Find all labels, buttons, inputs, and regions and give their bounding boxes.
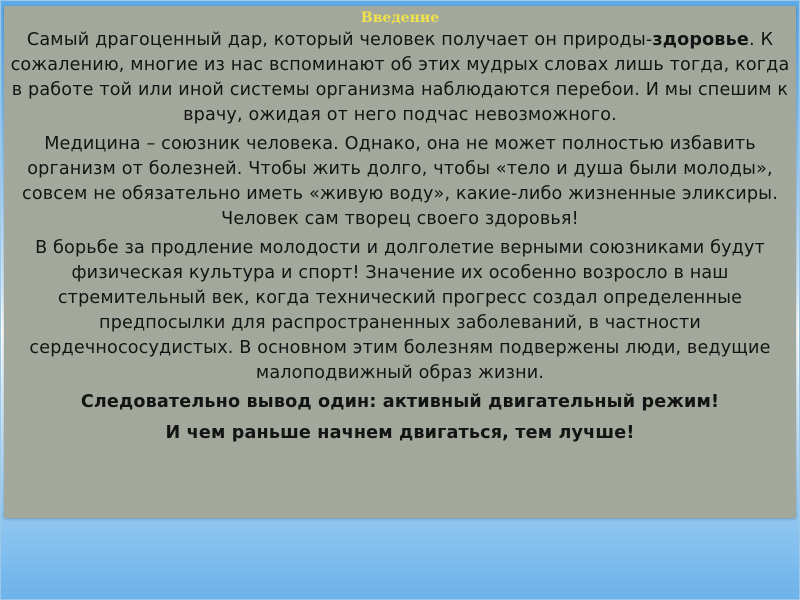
slide-title: Введение — [360, 10, 440, 26]
text-panel — [4, 6, 796, 518]
conclusion-line-2: И чем раньше начнем двигаться, тем лучше! — [165, 423, 635, 443]
paragraph-intro-bold: здоровье — [652, 30, 749, 50]
paragraph-intro-part1: Самый драгоценный дар, который человек получает он природы- — [26, 30, 653, 50]
paragraph-intro-part2: . К сожалению, многие из нас вспоминают об этих мудрых словах лишь тогда, когда в работе той или иной системы организма наблюдаются перебои. И мы спешим к врачу, ожидая от него подчас невозможного. — [10, 30, 790, 125]
paragraph-medicine: Медицина – союзник человека. Однако, она не может полностью избавить организм от болезней. Чтобы жить долго, чтобы «тело и душа были молоды», совсем не обязательно иметь «живую воду», какие-либо жизненные эликсиры. Человек сам творец своего здоровья! — [22, 134, 778, 229]
paragraph-sport: В борьбе за продление молодости и долголетие верными союзниками будут физическая культура и спорт! Значение их особенно возросло в наш стремительный век, когда технический прогресс создал определенные предпосылки для распространенных заболеваний, в частности сердечнососудистых. В основном этим болезням подвержены люди, ведущие малоподвижный образ жизни. — [29, 238, 771, 383]
conclusion-line-1: Следовательно вывод один: активный двигательный режим! — [80, 392, 720, 412]
paragraph-intro — [10, 28, 790, 128]
